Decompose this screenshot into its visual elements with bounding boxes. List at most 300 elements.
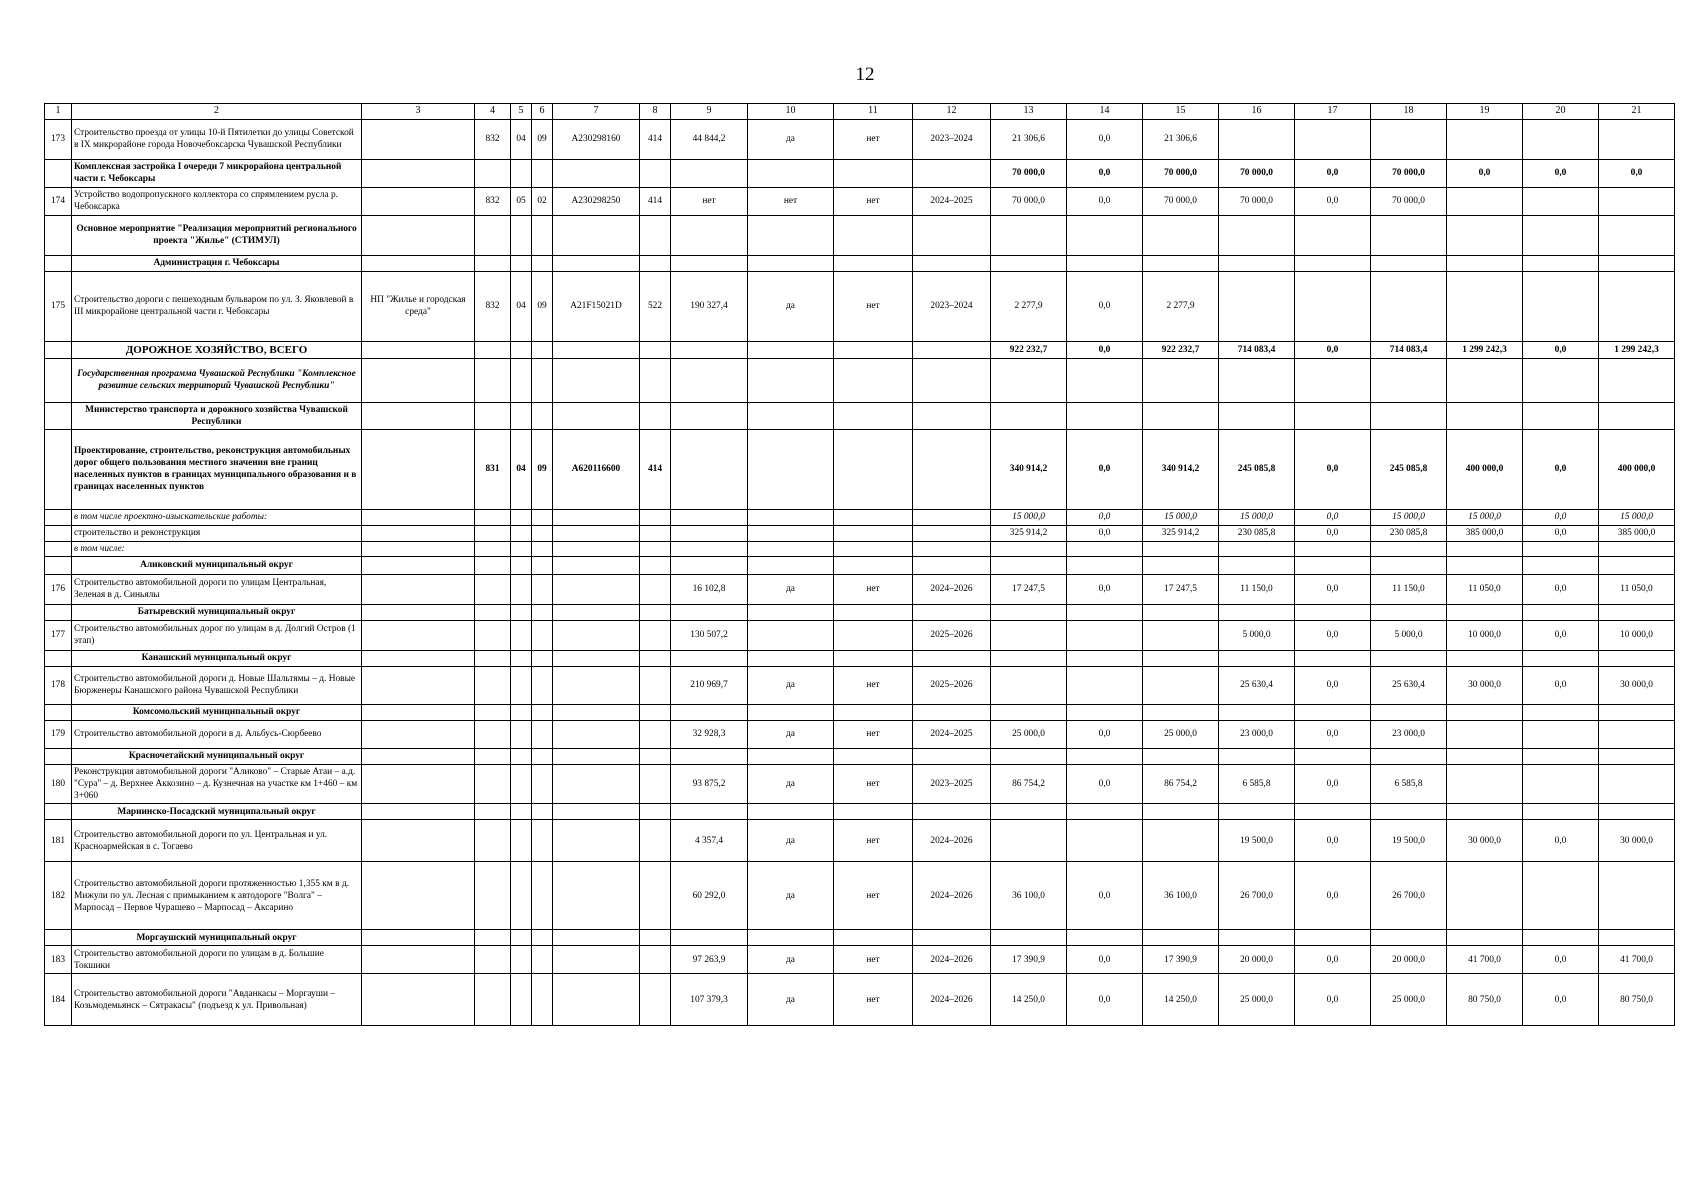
cell-value [1371,748,1447,764]
cell-value [1447,358,1523,402]
table-row [45,402,1675,429]
row-number [45,341,72,358]
cell-value: 60 292,0 [671,862,748,930]
cell-value [1599,650,1675,666]
cell-value [532,159,553,187]
cell-value: нет [834,574,913,604]
cell-value: 0,0 [1523,820,1599,862]
column-header: 18 [1371,104,1447,120]
cell-value: 41 700,0 [1447,946,1523,974]
cell-value [640,666,671,704]
row-title: в том числе: [72,541,362,556]
cell-value: 0,0 [1295,974,1371,1026]
cell-value [511,525,532,541]
cell-value [913,159,991,187]
cell-value: 832 [475,119,511,159]
cell-value: 11 150,0 [1371,574,1447,604]
cell-value [640,704,671,720]
table-row [45,930,1675,946]
cell-value [640,620,671,650]
cell-value: 340 914,2 [991,429,1067,509]
cell-value [671,748,748,764]
cell-value [475,946,511,974]
row-title: Строительство автомобильной дороги по улицам Центральная, Зеленая в д. Синьялы [72,574,362,604]
cell-value [1523,402,1599,429]
cell-value: 0,0 [1295,525,1371,541]
column-header: 16 [1219,104,1295,120]
cell-value: нет [834,119,913,159]
column-header: 21 [1599,104,1675,120]
cell-value: 15 000,0 [1599,509,1675,525]
cell-value [532,650,553,666]
cell-value: 30 000,0 [1447,820,1523,862]
cell-value [1599,402,1675,429]
cell-value: 0,0 [1295,159,1371,187]
row-number [45,650,72,666]
cell-value [1447,119,1523,159]
cell-value [913,704,991,720]
table-row [45,604,1675,620]
cell-value: 20 000,0 [1371,946,1447,974]
cell-value [1447,556,1523,574]
cell-value [532,215,553,255]
cell-value [671,402,748,429]
cell-value: 25 630,4 [1371,666,1447,704]
row-number [45,748,72,764]
cell-value [1523,556,1599,574]
cell-value [1599,704,1675,720]
cell-value: 5 000,0 [1219,620,1295,650]
cell-value [748,704,834,720]
column-header: 6 [532,104,553,120]
cell-value: нет [834,187,913,215]
cell-value [913,556,991,574]
cell-value: 832 [475,271,511,341]
cell-value [748,358,834,402]
cell-value: да [748,720,834,748]
cell-value [748,525,834,541]
column-header: 11 [834,104,913,120]
cell-value: 2024–2026 [913,974,991,1026]
row-number: 181 [45,820,72,862]
row-title: Проектирование, строительство, реконструкция автомобильных дорог общего пользования местного значения вне границ населенных пунктов в границах муниципального образования и в границах населенных пунктов [72,429,362,509]
cell-value [1219,402,1295,429]
column-header: 9 [671,104,748,120]
cell-value: 0,0 [1067,764,1143,803]
cell-value [834,930,913,946]
cell-value: 2023–2025 [913,764,991,803]
cell-value: 30 000,0 [1447,666,1523,704]
cell-value: 41 700,0 [1599,946,1675,974]
cell-value [1219,748,1295,764]
cell-value: да [748,820,834,862]
cell-value: 0,0 [1067,159,1143,187]
row-number [45,604,72,620]
cell-value [532,764,553,803]
cell-value [1295,604,1371,620]
cell-value [1599,862,1675,930]
cell-value [991,748,1067,764]
cell-value [511,255,532,271]
cell-value [640,804,671,820]
cell-value [553,930,640,946]
cell-value [1447,187,1523,215]
cell-value [991,804,1067,820]
cell-value: 400 000,0 [1599,429,1675,509]
cell-value: 26 700,0 [1219,862,1295,930]
row-title: в том числе проектно-изыскательские работы: [72,509,362,525]
table-row [45,574,1675,604]
cell-value [1523,764,1599,803]
cell-value: 0,0 [1295,820,1371,862]
cell-value [1447,748,1523,764]
cell-value [1523,748,1599,764]
row-title: Строительство автомобильной дороги "Авданкасы – Моргауши – Козьмодемьянск – Сятракасы" (подъезд к ул. Привольная) [72,974,362,1026]
cell-value [1447,650,1523,666]
row-number [45,930,72,946]
cell-value [834,620,913,650]
cell-value [511,402,532,429]
cell-value: 09 [532,271,553,341]
cell-value [1447,215,1523,255]
cell-value: 385 000,0 [1599,525,1675,541]
cell-value [834,358,913,402]
cell-value [553,541,640,556]
cell-value: 0,0 [1523,620,1599,650]
cell-value [1219,541,1295,556]
cell-value [1523,804,1599,820]
budget-table [44,103,1675,1026]
cell-value [1295,255,1371,271]
cell-value: 831 [475,429,511,509]
cell-value [991,650,1067,666]
cell-value: 16 102,8 [671,574,748,604]
cell-value [913,650,991,666]
cell-value [671,358,748,402]
project-name [362,525,475,541]
row-number [45,402,72,429]
cell-value: нет [834,862,913,930]
cell-value [553,255,640,271]
cell-value [1371,930,1447,946]
cell-value [640,358,671,402]
cell-value [553,804,640,820]
cell-value [475,574,511,604]
cell-value [1067,358,1143,402]
cell-value [532,402,553,429]
cell-value: 21 306,6 [991,119,1067,159]
table-row [45,255,1675,271]
cell-value [913,541,991,556]
cell-value [1143,804,1219,820]
cell-value: 04 [511,429,532,509]
cell-value: 0,0 [1523,974,1599,1026]
cell-value: 2024–2026 [913,820,991,862]
row-title: Канашский муниципальный округ [72,650,362,666]
cell-value [475,525,511,541]
cell-value [511,804,532,820]
cell-value: 70 000,0 [1371,159,1447,187]
project-name [362,620,475,650]
cell-value [748,429,834,509]
cell-value [1143,620,1219,650]
cell-value [913,748,991,764]
cell-value: нет [834,974,913,1026]
cell-value: 325 914,2 [991,525,1067,541]
cell-value [1067,930,1143,946]
cell-value [671,930,748,946]
cell-value: 2024–2026 [913,574,991,604]
cell-value [553,620,640,650]
row-title: Мариинско-Посадский муниципальный округ [72,804,362,820]
cell-value [640,341,671,358]
column-header: 13 [991,104,1067,120]
cell-value [553,159,640,187]
cell-value [1295,748,1371,764]
cell-value [748,748,834,764]
cell-value [748,159,834,187]
project-name [362,358,475,402]
cell-value [1447,604,1523,620]
cell-value: да [748,119,834,159]
cell-value: 80 750,0 [1599,974,1675,1026]
cell-value [1067,620,1143,650]
cell-value [991,358,1067,402]
cell-value [913,402,991,429]
project-name [362,541,475,556]
cell-value: 0,0 [1523,666,1599,704]
cell-value [553,974,640,1026]
cell-value [532,804,553,820]
cell-value: 30 000,0 [1599,820,1675,862]
cell-value [532,541,553,556]
cell-value [834,429,913,509]
table-row [45,704,1675,720]
cell-value [553,402,640,429]
cell-value [475,666,511,704]
cell-value: 6 585,8 [1219,764,1295,803]
cell-value [511,556,532,574]
cell-value: 70 000,0 [1219,187,1295,215]
cell-value [913,215,991,255]
cell-value: 10 000,0 [1447,620,1523,650]
cell-value: 2023–2024 [913,271,991,341]
cell-value [475,402,511,429]
cell-value [1371,804,1447,820]
cell-value [834,255,913,271]
cell-value [1447,804,1523,820]
cell-value: 15 000,0 [1219,509,1295,525]
cell-value [1219,358,1295,402]
cell-value [475,509,511,525]
cell-value [475,704,511,720]
cell-value: А230298160 [553,119,640,159]
row-number: 178 [45,666,72,704]
cell-value [1523,604,1599,620]
table-row [45,720,1675,748]
column-header: 10 [748,104,834,120]
cell-value [511,820,532,862]
cell-value: да [748,974,834,1026]
project-name [362,820,475,862]
table-row [45,748,1675,764]
cell-value [640,402,671,429]
cell-value: 190 327,4 [671,271,748,341]
cell-value: 0,0 [1523,159,1599,187]
project-name [362,604,475,620]
cell-value [511,946,532,974]
cell-value [532,358,553,402]
column-header: 20 [1523,104,1599,120]
cell-value [1447,271,1523,341]
cell-value [1067,541,1143,556]
table-row [45,541,1675,556]
cell-value [1219,119,1295,159]
cell-value [1371,541,1447,556]
cell-value [1143,255,1219,271]
cell-value: 210 969,7 [671,666,748,704]
project-name [362,946,475,974]
cell-value [834,402,913,429]
project-name [362,748,475,764]
column-header: 19 [1447,104,1523,120]
cell-value: 36 100,0 [991,862,1067,930]
cell-value: 0,0 [1067,574,1143,604]
cell-value [511,159,532,187]
cell-value: 70 000,0 [1143,187,1219,215]
cell-value [640,650,671,666]
row-title: Администрация г. Чебоксары [72,255,362,271]
project-name [362,159,475,187]
cell-value [511,604,532,620]
cell-value [1143,748,1219,764]
cell-value [553,946,640,974]
cell-value [991,215,1067,255]
row-title: Строительство автомобильной дороги протяженностью 1,355 км в д. Мижули по ул. Лесная с примыканием к автодороге "Волга" – Марпосад – Первое Чурашево – Марпосад – Аксарино [72,862,362,930]
cell-value [991,556,1067,574]
cell-value [1523,862,1599,930]
cell-value: 0,0 [1523,341,1599,358]
cell-value: 0,0 [1295,187,1371,215]
cell-value [1295,271,1371,341]
cell-value [1447,255,1523,271]
cell-value [475,862,511,930]
project-name [362,930,475,946]
row-number: 182 [45,862,72,930]
cell-value: 19 500,0 [1371,820,1447,862]
cell-value [1067,604,1143,620]
cell-value [1447,704,1523,720]
cell-value: 44 844,2 [671,119,748,159]
project-name: НП "Жилье и городская среда" [362,271,475,341]
cell-value: 19 500,0 [1219,820,1295,862]
cell-value [532,720,553,748]
cell-value [1143,358,1219,402]
cell-value [834,748,913,764]
cell-value: 4 357,4 [671,820,748,862]
cell-value [532,946,553,974]
row-number [45,358,72,402]
cell-value: да [748,666,834,704]
cell-value: 25 000,0 [1371,974,1447,1026]
cell-value [991,604,1067,620]
cell-value [671,650,748,666]
cell-value [1599,930,1675,946]
cell-value [1295,358,1371,402]
cell-value [1219,215,1295,255]
cell-value [1295,119,1371,159]
table-row [45,556,1675,574]
table-row [45,946,1675,974]
cell-value: 230 085,8 [1219,525,1295,541]
cell-value [532,525,553,541]
cell-value: да [748,764,834,803]
cell-value: 17 390,9 [991,946,1067,974]
cell-value [671,255,748,271]
cell-value [640,862,671,930]
cell-value: да [748,946,834,974]
project-name [362,574,475,604]
cell-value [1219,704,1295,720]
cell-value: 04 [511,119,532,159]
cell-value [834,541,913,556]
table-row [45,159,1675,187]
cell-value: 25 630,4 [1219,666,1295,704]
cell-value [532,620,553,650]
cell-value: да [748,862,834,930]
cell-value [553,341,640,358]
cell-value: 1 299 242,3 [1447,341,1523,358]
cell-value: 2024–2026 [913,862,991,930]
cell-value: 11 150,0 [1219,574,1295,604]
cell-value: 0,0 [1067,509,1143,525]
row-title: Строительство дороги с пешеходным бульваром по ул. З. Яковлевой в III микрорайоне центральной части г. Чебоксары [72,271,362,341]
cell-value [1371,255,1447,271]
table-row [45,509,1675,525]
project-name [362,862,475,930]
cell-value [1219,255,1295,271]
cell-value [913,525,991,541]
cell-value [553,556,640,574]
cell-value [1447,930,1523,946]
project-name [362,804,475,820]
cell-value [640,574,671,604]
cell-value [1523,255,1599,271]
cell-value [1599,358,1675,402]
cell-value [1599,119,1675,159]
cell-value [532,704,553,720]
cell-value [913,341,991,358]
cell-value: А21F15021D [553,271,640,341]
cell-value: 15 000,0 [1143,509,1219,525]
project-name [362,255,475,271]
cell-value [475,720,511,748]
cell-value [1447,764,1523,803]
cell-value [553,650,640,666]
cell-value [1599,804,1675,820]
cell-value: 385 000,0 [1447,525,1523,541]
cell-value: 107 379,3 [671,974,748,1026]
cell-value: 32 928,3 [671,720,748,748]
cell-value [1523,541,1599,556]
row-number: 179 [45,720,72,748]
cell-value [1143,820,1219,862]
cell-value [640,556,671,574]
cell-value [553,215,640,255]
cell-value: 0,0 [1295,720,1371,748]
cell-value [1143,604,1219,620]
cell-value [671,159,748,187]
